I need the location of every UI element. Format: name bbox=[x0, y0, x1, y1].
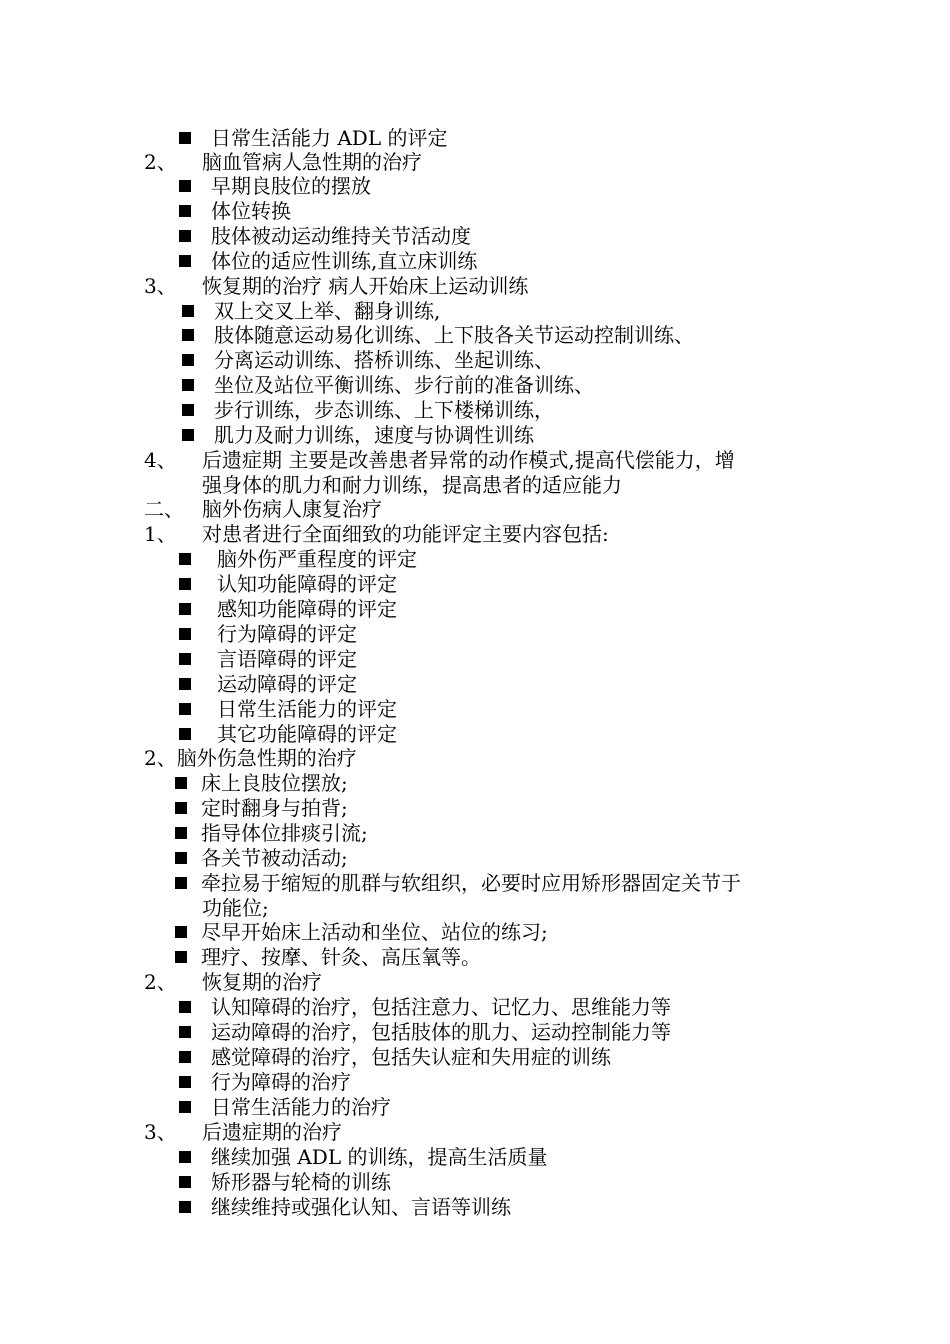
bullet-text: 行为障碍的治疗 bbox=[211, 1070, 351, 1094]
bullet-text: 矫形器与轮椅的训练 bbox=[211, 1170, 391, 1194]
square-bullet-icon bbox=[182, 329, 194, 341]
square-bullet-icon bbox=[182, 379, 194, 391]
bullet-text: 早期良肢位的摆放 bbox=[211, 174, 371, 198]
bullet-text: 肢体被动运动维持关节活动度 bbox=[211, 224, 471, 248]
continuation-line: 强身体的肌力和耐力训练，提高患者的适应能力 bbox=[202, 473, 622, 497]
bullet-text: 坐位及站位平衡训练、步行前的准备训练、 bbox=[214, 373, 594, 397]
bullet-text: 床上良肢位摆放; bbox=[201, 771, 348, 795]
square-bullet-icon bbox=[179, 1101, 191, 1113]
bullet-text: 日常生活能力的治疗 bbox=[211, 1095, 391, 1119]
bullet-text: 牵拉易于缩短的肌群与软组织，必要时应用矫形器固定关节于 bbox=[201, 871, 741, 895]
heading-text: 后遗症期的治疗 bbox=[202, 1120, 342, 1144]
heading-text: 对患者进行全面细致的功能评定主要内容包括: bbox=[202, 522, 609, 546]
square-bullet-icon bbox=[179, 132, 191, 144]
bullet-text: 行为障碍的评定 bbox=[217, 622, 357, 646]
heading-text: 恢复期的治疗 病人开始床上运动训练 bbox=[202, 274, 529, 298]
square-bullet-icon bbox=[179, 1076, 191, 1088]
square-bullet-icon bbox=[179, 1026, 191, 1038]
heading-text: 脑血管病人急性期的治疗 bbox=[202, 150, 422, 174]
heading-text: 脑外伤病人康复治疗 bbox=[202, 497, 382, 521]
bullet-text: 日常生活能力的评定 bbox=[217, 697, 397, 721]
bullet-text: 继续维持或强化认知、言语等训练 bbox=[211, 1195, 511, 1219]
square-bullet-icon bbox=[179, 628, 191, 640]
square-bullet-icon bbox=[175, 951, 187, 963]
square-bullet-icon bbox=[175, 802, 187, 814]
heading-number: 1、 bbox=[144, 522, 177, 546]
square-bullet-icon bbox=[179, 1176, 191, 1188]
square-bullet-icon bbox=[179, 653, 191, 665]
square-bullet-icon bbox=[182, 354, 194, 366]
bullet-text: 肌力及耐力训练，速度与协调性训练 bbox=[214, 423, 534, 447]
heading-number: 3、 bbox=[144, 274, 177, 298]
square-bullet-icon bbox=[179, 603, 191, 615]
heading-number: 3、 bbox=[144, 1120, 177, 1144]
square-bullet-icon bbox=[179, 205, 191, 217]
square-bullet-icon bbox=[175, 827, 187, 839]
square-bullet-icon bbox=[179, 703, 191, 715]
bullet-text: 双上交叉上举、翻身训练, bbox=[214, 299, 441, 323]
bullet-text: 感知功能障碍的评定 bbox=[217, 597, 397, 621]
heading-number: 4、 bbox=[144, 448, 177, 472]
bullet-text: 感觉障碍的治疗，包括失认症和失用症的训练 bbox=[211, 1045, 611, 1069]
heading-number: 2、 bbox=[144, 970, 177, 994]
square-bullet-icon bbox=[182, 305, 194, 317]
square-bullet-icon bbox=[179, 1001, 191, 1013]
bullet-text: 步行训练，步态训练、上下楼梯训练， bbox=[214, 398, 554, 422]
square-bullet-icon bbox=[179, 255, 191, 267]
square-bullet-icon bbox=[175, 926, 187, 938]
square-bullet-icon bbox=[179, 728, 191, 740]
bullet-text: 体位转换 bbox=[211, 199, 291, 223]
section-heading: 2、脑外伤急性期的治疗 bbox=[144, 746, 357, 770]
square-bullet-icon bbox=[179, 230, 191, 242]
bullet-text: 言语障碍的评定 bbox=[217, 647, 357, 671]
bullet-text: 定时翻身与拍背; bbox=[201, 796, 348, 820]
bullet-text: 尽早开始床上活动和坐位、站位的练习; bbox=[201, 920, 548, 944]
square-bullet-icon bbox=[175, 852, 187, 864]
square-bullet-icon bbox=[182, 429, 194, 441]
bullet-text: 认知障碍的治疗，包括注意力、记忆力、思维能力等 bbox=[211, 995, 671, 1019]
bullet-text: 运动障碍的评定 bbox=[217, 672, 357, 696]
square-bullet-icon bbox=[182, 404, 194, 416]
bullet-text: 其它功能障碍的评定 bbox=[217, 722, 397, 746]
bullet-text: 体位的适应性训练,直立床训练 bbox=[211, 249, 478, 273]
bullet-text: 理疗、按摩、针灸、高压氧等。 bbox=[201, 945, 481, 969]
bullet-text: 分离运动训练、搭桥训练、坐起训练、 bbox=[214, 348, 554, 372]
square-bullet-icon bbox=[179, 578, 191, 590]
square-bullet-icon bbox=[179, 180, 191, 192]
bullet-text: 认知功能障碍的评定 bbox=[217, 572, 397, 596]
bullet-text: 各关节被动活动; bbox=[201, 846, 348, 870]
continuation-line: 功能位; bbox=[202, 896, 269, 920]
bullet-text: 日常生活能力 ADL 的评定 bbox=[211, 126, 448, 150]
bullet-text: 继续加强 ADL 的训练，提高生活质量 bbox=[211, 1145, 548, 1169]
square-bullet-icon bbox=[175, 777, 187, 789]
square-bullet-icon bbox=[179, 678, 191, 690]
square-bullet-icon bbox=[179, 1201, 191, 1213]
square-bullet-icon bbox=[179, 1151, 191, 1163]
bullet-text: 指导体位排痰引流; bbox=[201, 821, 368, 845]
square-bullet-icon bbox=[175, 877, 187, 889]
bullet-text: 脑外伤严重程度的评定 bbox=[217, 547, 417, 571]
heading-number: 二、 bbox=[144, 497, 184, 521]
square-bullet-icon bbox=[179, 1051, 191, 1063]
bullet-text: 肢体随意运动易化训练、上下肢各关节运动控制训练、 bbox=[214, 323, 694, 347]
heading-text: 后遗症期 主要是改善患者异常的动作模式,提高代偿能力，增 bbox=[202, 448, 735, 472]
heading-number: 2、 bbox=[144, 150, 177, 174]
square-bullet-icon bbox=[179, 553, 191, 565]
bullet-text: 运动障碍的治疗，包括肢体的肌力、运动控制能力等 bbox=[211, 1020, 671, 1044]
heading-text: 恢复期的治疗 bbox=[202, 970, 322, 994]
